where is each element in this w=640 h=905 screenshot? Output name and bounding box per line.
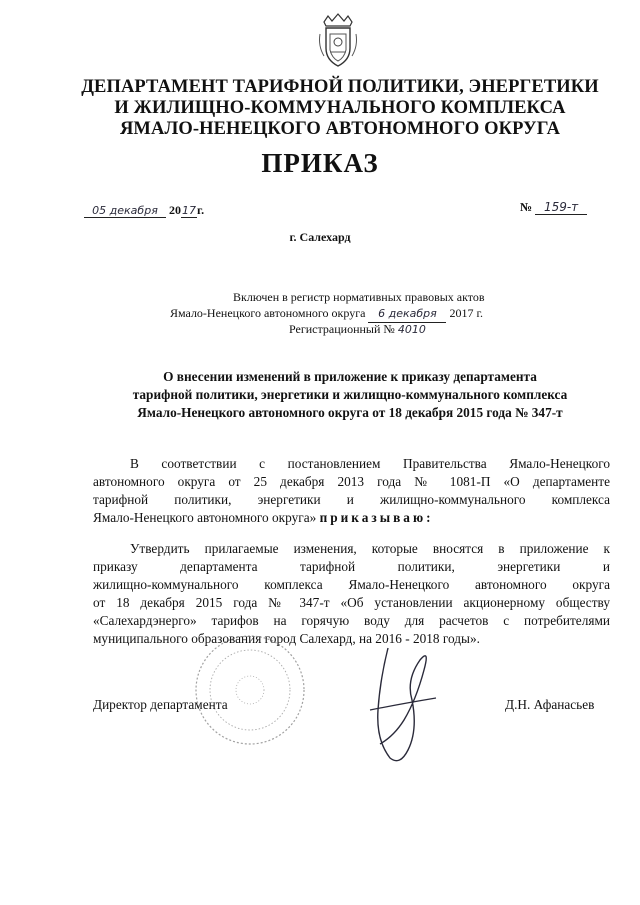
registration-region: Ямало-Ненецкого автономного округа: [170, 306, 366, 320]
handwritten-registration-date: 6 декабря: [368, 306, 446, 323]
handwritten-registration-number: 4010: [397, 323, 426, 336]
registration-year: 2017 г.: [449, 306, 484, 320]
number-prefix: №: [520, 200, 533, 214]
year-prefix: 20: [169, 203, 181, 217]
document-type: ПРИКАЗ: [261, 148, 379, 178]
subject-line-3: Ямало-Ненецкого автономного округа от 18 декабря 2015 года № 347-т: [137, 405, 563, 420]
paragraph-2-line-5: «Салехардэнерго» тарифов на горячую воду для расчетов с потребителями: [93, 613, 610, 628]
org-name-line-3: ЯМАЛО-НЕНЕЦКОГО АВТОНОМНОГО ОКРУГА: [119, 119, 561, 139]
city: г. Салехард: [289, 230, 351, 244]
handwritten-date: 05 декабря: [84, 204, 166, 218]
paragraph-1-line-1: В соответствии с постановлением Правительства Ямало-Ненецкого: [130, 456, 610, 471]
registration-number-label: Регистрационный №: [289, 322, 395, 336]
coat-of-arms-icon: [316, 12, 360, 68]
registration-line-1: Включен в регистр нормативных правовых актов: [233, 290, 485, 304]
year-suffix: г.: [197, 203, 205, 217]
paragraph-1-line-4-text: Ямало-Ненецкого автономного округа»: [93, 510, 317, 525]
org-name-line-1: ДЕПАРТАМЕНТ ТАРИФНОЙ ПОЛИТИКИ, ЭНЕРГЕТИКИ: [81, 77, 599, 97]
paragraph-1-line-4: [93, 509, 610, 527]
handwritten-year: 17: [182, 204, 196, 217]
signatory-position: Директор департамента: [93, 697, 228, 712]
paragraph-2-line-3: жилищно-коммунального комплекса Ямало-Ненецкого автономного округа: [93, 577, 610, 592]
order-verb: приказываю:: [319, 510, 434, 525]
paragraph-2-line-6: муниципального образования город Салехард, на 2016 - 2018 годы».: [93, 631, 480, 646]
official-stamp-icon: [190, 630, 310, 750]
paragraph-2-line-1: Утвердить прилагаемые изменения, которые вносятся в приложение к: [130, 541, 610, 556]
paragraph-2-line-4: от 18 декабря 2015 года № 347-т «Об установлении акционерному обществу: [93, 595, 610, 610]
org-name-line-2: И ЖИЛИЩНО-КОММУНАЛЬНОГО КОМПЛЕКСА: [114, 98, 566, 118]
paragraph-2-line-2: приказу департамента тарифной политики, энергетики и: [93, 559, 610, 574]
signatory-name: Д.Н. Афанасьев: [505, 697, 595, 712]
handwritten-signature-icon: [360, 640, 450, 770]
subject-line-1: О внесении изменений в приложение к приказу департамента: [163, 369, 537, 384]
subject-line-2: тарифной политики, энергетики и жилищно-коммунального комплекса: [132, 387, 568, 402]
handwritten-number: 159-т: [535, 200, 587, 215]
registration-line-3: [289, 321, 529, 338]
order-number: [520, 200, 587, 215]
order-date: [84, 203, 204, 218]
paragraph-1-line-3: тарифной политики, энергетики и жилищно-коммунального комплекса: [93, 492, 610, 507]
paragraph-1-line-2: автономного округа от 25 декабря 2013 года № 1081-П «О департаменте: [93, 474, 610, 489]
